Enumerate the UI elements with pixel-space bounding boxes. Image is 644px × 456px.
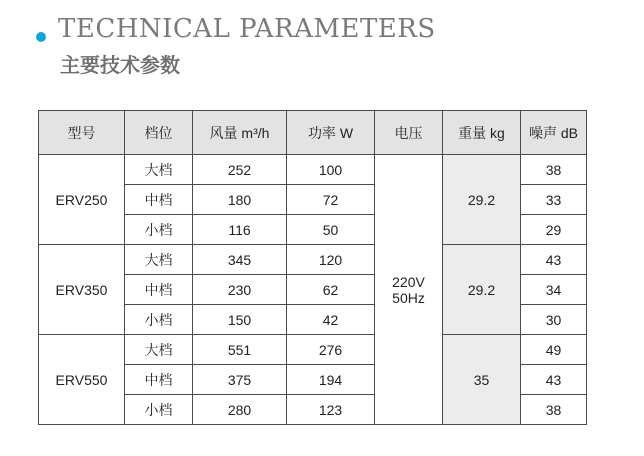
column-header-voltage: 电压 xyxy=(375,111,443,155)
noise-cell: 49 xyxy=(521,335,587,365)
bullet-icon xyxy=(36,32,46,42)
noise-cell: 43 xyxy=(521,365,587,395)
model-cell: ERV250 xyxy=(39,155,125,245)
gear-cell: 小档 xyxy=(125,215,193,245)
airflow-cell: 345 xyxy=(193,245,287,275)
page-subtitle: 主要技术参数 xyxy=(60,53,180,77)
gear-cell: 中档 xyxy=(125,275,193,305)
airflow-cell: 180 xyxy=(193,185,287,215)
column-header-weight: 重量 kg xyxy=(443,111,521,155)
noise-cell: 43 xyxy=(521,245,587,275)
power-cell: 120 xyxy=(287,245,375,275)
voltage-cell xyxy=(375,155,443,425)
airflow-cell: 280 xyxy=(193,395,287,425)
table-row xyxy=(39,335,587,365)
noise-cell: 30 xyxy=(521,305,587,335)
table-header-row xyxy=(39,111,587,155)
gear-cell: 中档 xyxy=(125,185,193,215)
table-row xyxy=(39,245,587,275)
noise-cell: 38 xyxy=(521,155,587,185)
power-cell: 62 xyxy=(287,275,375,305)
weight-cell: 29.2 xyxy=(443,245,521,335)
frequency-value: 50Hz xyxy=(392,289,425,306)
model-cell: ERV550 xyxy=(39,335,125,425)
column-header-noise: 噪声 dB xyxy=(521,111,587,155)
gear-cell: 小档 xyxy=(125,305,193,335)
column-header-model: 型号 xyxy=(39,111,125,155)
gear-cell: 大档 xyxy=(125,155,193,185)
weight-cell: 29.2 xyxy=(443,155,521,245)
table-row xyxy=(39,155,587,185)
noise-cell: 34 xyxy=(521,275,587,305)
noise-cell: 29 xyxy=(521,215,587,245)
airflow-cell: 551 xyxy=(193,335,287,365)
page-title: TECHNICAL PARAMETERS xyxy=(58,14,436,44)
parameters-table xyxy=(38,110,587,425)
airflow-cell: 375 xyxy=(193,365,287,395)
noise-cell: 33 xyxy=(521,185,587,215)
airflow-cell: 150 xyxy=(193,305,287,335)
power-cell: 276 xyxy=(287,335,375,365)
airflow-cell: 116 xyxy=(193,215,287,245)
gear-cell: 中档 xyxy=(125,365,193,395)
voltage-value: 220V xyxy=(392,273,425,290)
power-cell: 72 xyxy=(287,185,375,215)
gear-cell: 大档 xyxy=(125,245,193,275)
airflow-cell: 252 xyxy=(193,155,287,185)
power-cell: 42 xyxy=(287,305,375,335)
gear-cell: 大档 xyxy=(125,335,193,365)
model-cell: ERV350 xyxy=(39,245,125,335)
airflow-cell: 230 xyxy=(193,275,287,305)
gear-cell: 小档 xyxy=(125,395,193,425)
noise-cell: 38 xyxy=(521,395,587,425)
column-header-gear: 档位 xyxy=(125,111,193,155)
power-cell: 50 xyxy=(287,215,375,245)
power-cell: 194 xyxy=(287,365,375,395)
column-header-airflow: 风量 m³/h xyxy=(193,111,287,155)
power-cell: 100 xyxy=(287,155,375,185)
column-header-power: 功率 W xyxy=(287,111,375,155)
weight-cell: 35 xyxy=(443,335,521,425)
power-cell: 123 xyxy=(287,395,375,425)
